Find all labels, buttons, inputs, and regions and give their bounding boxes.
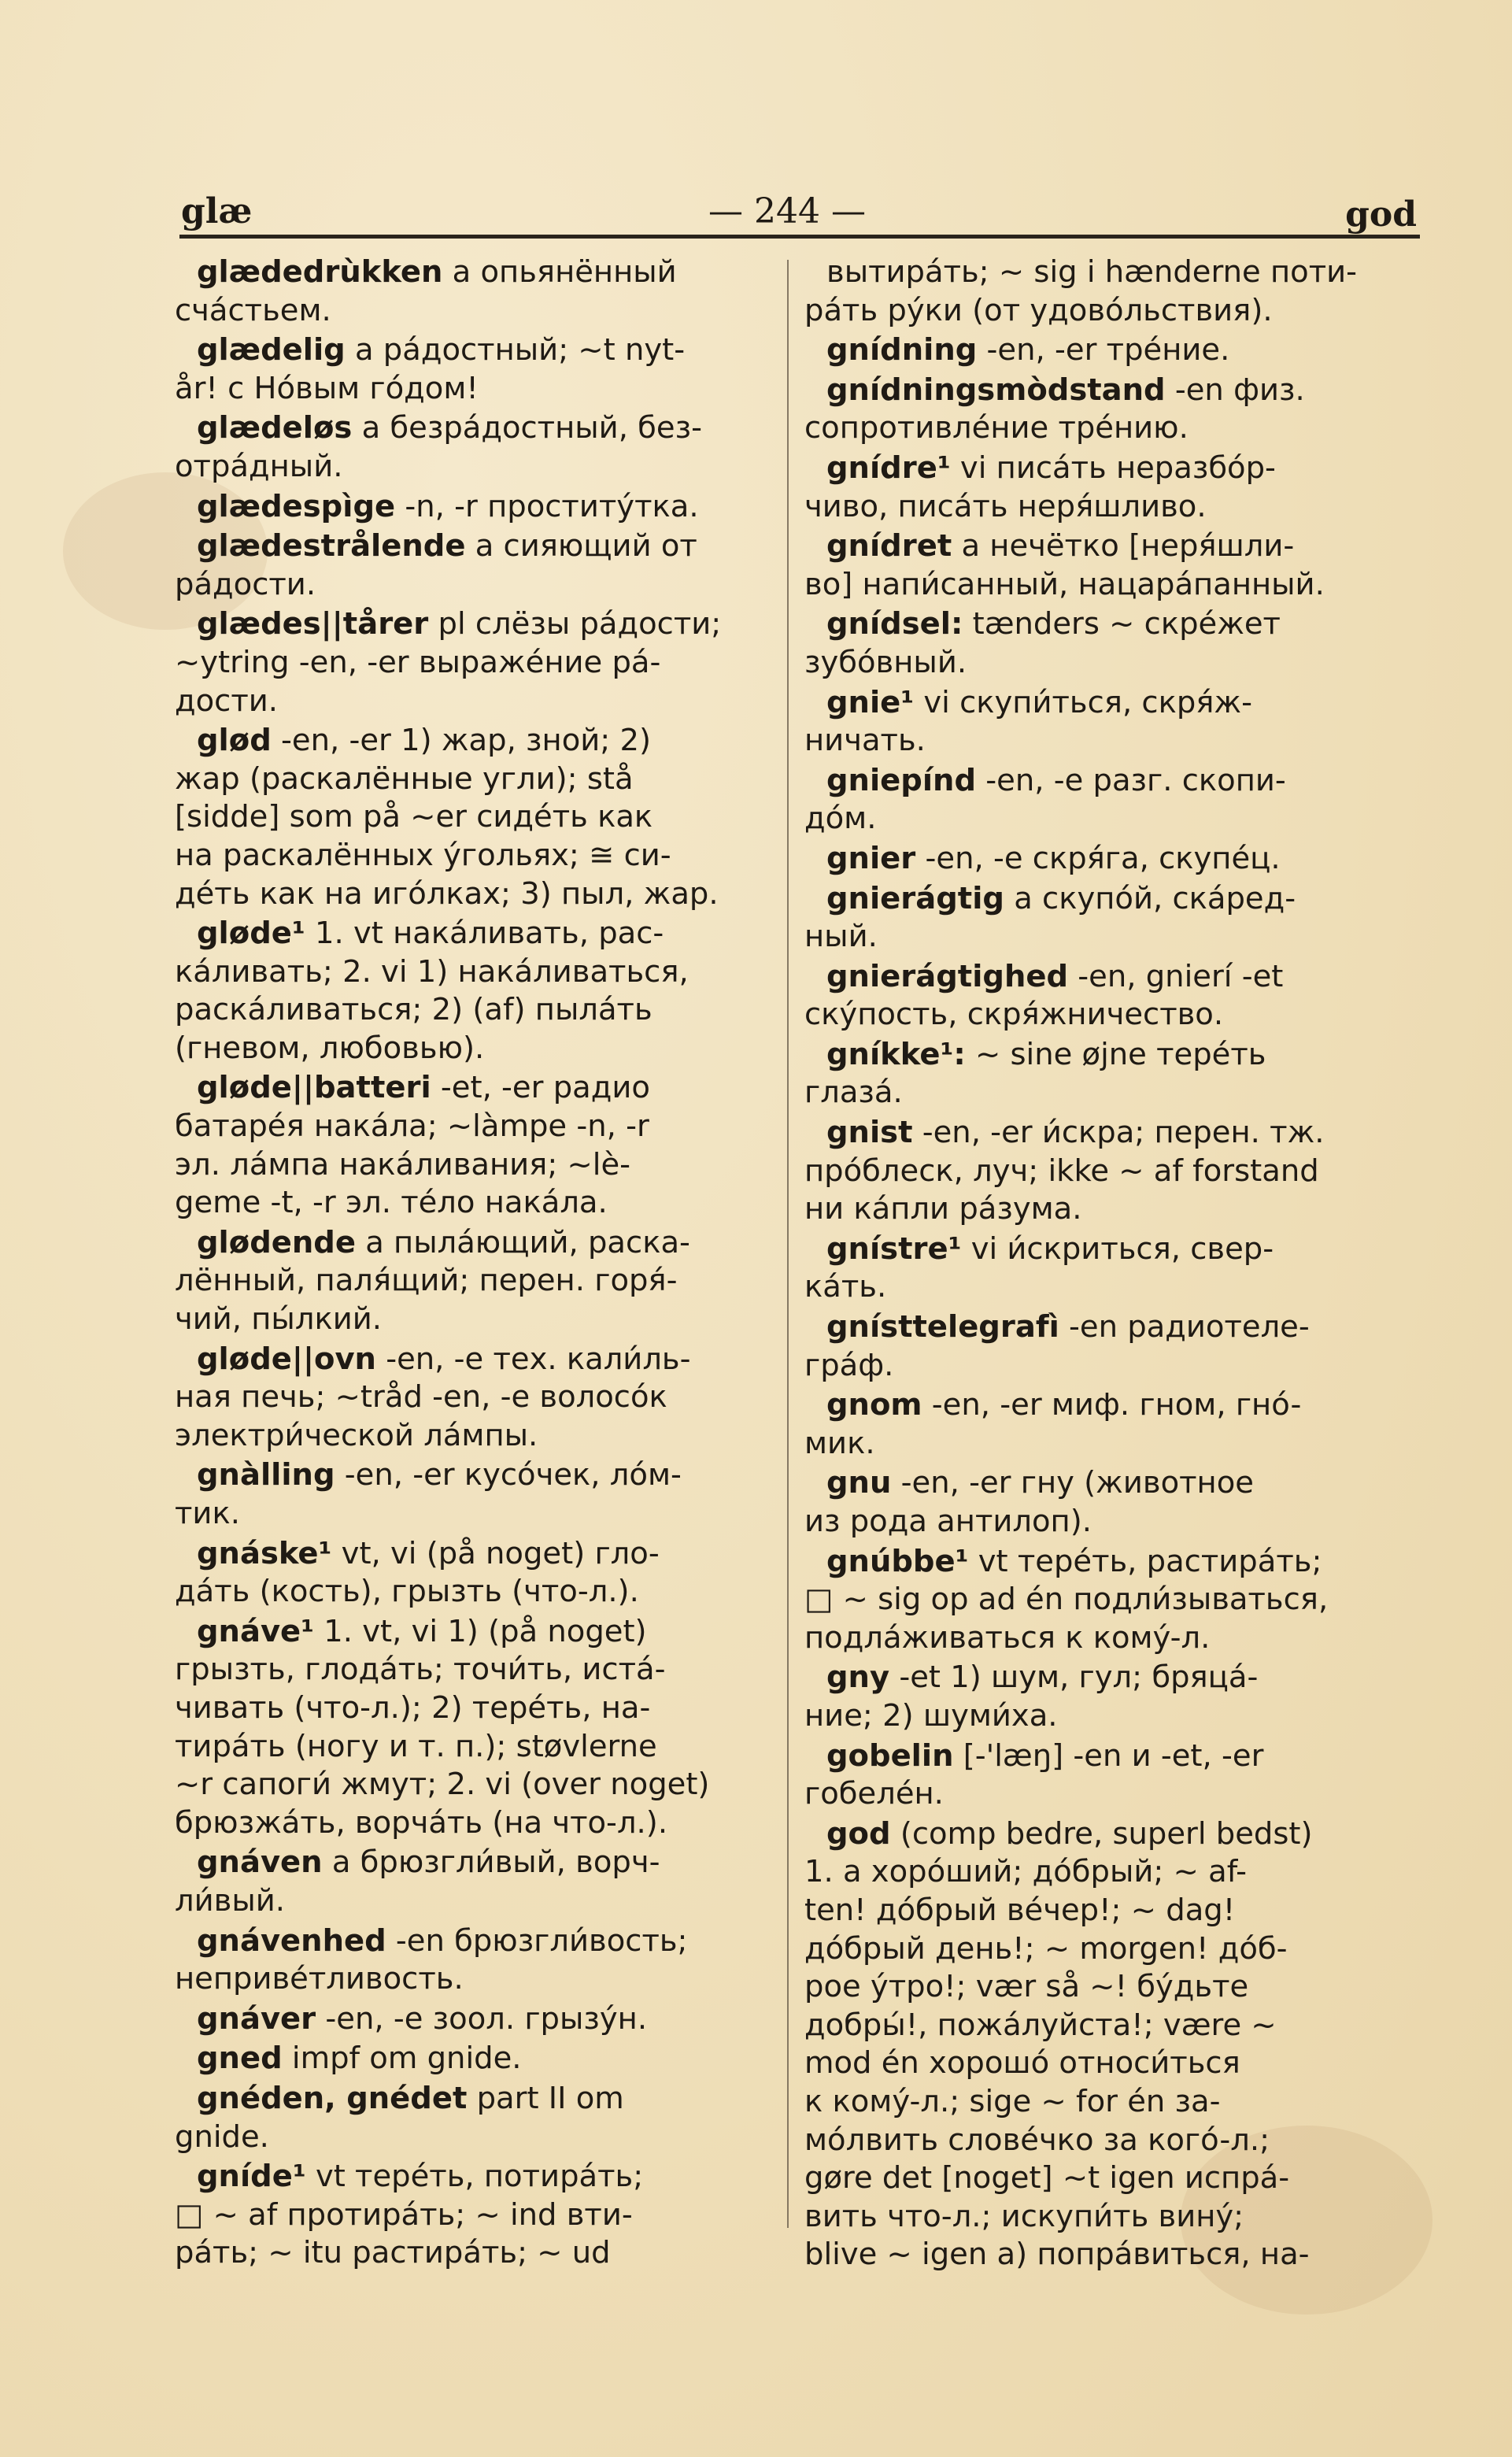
entry-headword: glædespìge [197,488,396,524]
entry-definition: -en, -er кусóчек, лóм- тик. [175,1457,682,1531]
entry-headword: gnéden, gnédet [197,2080,468,2116]
dictionary-entry [804,253,1418,330]
dictionary-entry [175,605,773,720]
dictionary-entry [804,372,1418,448]
dictionary-entry [175,253,773,330]
entry-definition: вытирáть; ~ sig i hænderne поти- рáть рýки (от удовóльствия). [804,254,1358,328]
entry-headword: gnáven [197,1845,323,1881]
entry-headword: gniepínd [826,762,976,798]
entry-headword: glød [197,723,272,759]
dictionary-entry [804,1815,1418,2274]
dictionary-entry [175,1341,773,1456]
entry-headword: gned [197,2041,283,2077]
dictionary-entry [175,722,773,913]
dictionary-entry [804,684,1418,760]
entry-headword: gnídret [826,528,952,564]
entry-definition: -et, -er радио батарéя накáла; ~làmpe -n, -r эл. лáмпа накáливания; ~lè- geme -t, -r эл. тéло накáла. [175,1070,650,1221]
entry-headword: gnist [826,1115,913,1151]
entry-headword: gny [826,1660,890,1696]
dictionary-entry [804,527,1418,604]
entry-definition: a пылáющий, раска- лённый, паля́щий; перен. горя́- чий, пы́лкий. [175,1224,690,1338]
entry-definition: -en брюзгли́вость; неприве́тливость. [175,1922,688,1997]
dictionary-entry [804,1308,1418,1385]
entry-headword: gobelin [826,1737,954,1774]
dictionary-entry [175,915,773,1068]
entry-definition: ~ sine øjne терéть глазá. [804,1036,1266,1111]
entry-headword: gløde||ovn [197,1341,376,1377]
header-last-word: god [1345,194,1417,235]
entry-headword: gnídsel: [826,606,963,642]
left-column [175,253,773,2274]
dictionary-entry [804,1659,1418,1735]
column-divider [787,260,789,2228]
dictionary-entry [804,1386,1418,1463]
dictionary-entry [804,762,1418,838]
entry-headword: gnúbbe¹ [826,1543,969,1579]
entry-headword: gnierágtig [826,880,1004,916]
dictionary-entry [175,1224,773,1339]
dictionary-entry [804,1464,1418,1541]
entry-definition: 1. vt накáливать, рас- кáливать; 2. vi 1) накáливаться, раскáливаться; 2) (af) пылáть (гневом, любовью). [175,916,689,1066]
entry-headword: gnu [826,1465,892,1501]
dictionary-entry [175,2040,773,2078]
dictionary-entry [804,1230,1418,1307]
entry-definition: vt терéть, потирáть; □ ~ af протирáть; ~ ind вти- рáть; ~ itu растирáть; ~ ud [175,2159,644,2271]
dictionary-entry [804,1114,1418,1229]
entry-headword: gnáver [197,2000,316,2037]
entry-definition: vi писáть неразбóр- чиво, писáть неря́шливо. [804,450,1276,524]
entry-definition: a нечётко [неря́шли- во] напи́санный, нацарáпанный. [804,528,1325,602]
dictionary-entry [175,2158,773,2273]
entry-headword: gnídningsmòdstand [826,372,1166,408]
page-header [181,183,1417,238]
entry-definition: vt, vi (på noget) гло- дáть (кость), грызть (что-л.). [175,1535,660,1610]
entry-headword: gnístre¹ [826,1230,962,1267]
entry-headword: gníkke¹: [826,1036,966,1072]
dictionary-entry [175,488,773,527]
dictionary-entry [804,958,1418,1034]
entry-headword: glædeløs [197,410,353,446]
entry-headword: gnierágtighed [826,958,1069,994]
header-rule [179,235,1420,239]
entry-headword: gløde¹ [197,916,305,952]
dictionary-entry [175,1844,773,1920]
entry-headword: gnáve¹ [197,1613,315,1649]
dictionary-entry [175,1922,773,1999]
dictionary-entry [804,1737,1418,1814]
dictionary-entry [804,1543,1418,1658]
entry-headword: gnísttelegrafì [826,1309,1059,1345]
entry-definition: [-'læŋ] -en и -et, -er гобелéн. [804,1737,1264,1812]
entry-headword: glædelig [197,332,346,368]
entry-definition: tænders ~ скрéжет зубóвный. [804,606,1281,680]
entry-definition: a скупóй, скáред- ный. [804,880,1296,955]
entry-headword: god [826,1815,891,1852]
entry-headword: glædedrùkken [197,254,443,290]
dictionary-entry [175,1613,773,1843]
entry-headword: glædes||tårer [197,606,429,642]
right-column [804,253,1418,2276]
entry-definition: a безрáдостный, без- отрáдный. [175,410,702,484]
entry-definition: 1. vt, vi 1) (på noget) грызть, глодáть; точи́ть, истá- чивать (что-л.); 2) терéть, на- тирáть (ногу и т. п.); støvlerne ~r сапоги́ жмут; 2. vi (over noget) брюзжáть, ворчáть (на что-л.). [175,1613,710,1841]
entry-headword: gníde¹ [197,2159,306,2195]
entry-headword: gnávenhed [197,1922,386,1959]
dictionary-entry [175,2000,773,2039]
entry-definition: -en, -er миф. гном, гнó- мик. [804,1387,1302,1461]
entry-definition: -en, -e тех. кали́ль- ная печь; ~tråd -en, -e волосóк электри́ческой лáмпы. [175,1341,691,1453]
dictionary-entry [175,331,773,408]
entry-definition: -en, -er гну (животное из рода антилоп). [804,1465,1254,1539]
entry-definition: -en, -e разг. скопи- дóм. [804,762,1286,837]
page-number: — 244 — [708,191,866,231]
header-first-word: glæ [181,191,253,231]
entry-definition: -et 1) шум, гул; бряцá- ние; 2) шуми́ха. [804,1660,1259,1734]
entry-headword: glædestrålende [197,528,466,564]
dictionary-entry [804,450,1418,526]
entry-definition: part II om gnide. [175,2080,624,2155]
dictionary-entry [804,880,1418,957]
entry-definition: -en, -er 1) жар, зной; 2) жар (раскалённые угли); stå [sidde] som på ~er сидéть как на раскалённых ýгольях; ≅ си- дéть как на игóлках; 3) пыл, жар. [175,723,719,912]
dictionary-entry [175,527,773,604]
entry-definition: -en физ. сопротивлéние трéнию. [804,372,1305,446]
entry-headword: gnom [826,1387,922,1423]
dictionary-entry [804,840,1418,879]
entry-headword: gnídre¹ [826,450,951,486]
entry-definition: a опьянённый счáстьем. [175,254,677,328]
entry-definition: (comp bedre, superl bedst) 1. a хорóший; дóбрый; ~ af- ten! дóбрый вéчер!; ~ dag! дóбрый день!; ~ morgen! дóб- рое ýтро!; vær så ~! бýдьте добры́!, пожáлуйста!; være ~ mod én хорошó относи́ться к комý-л.; sige ~ for én за- мóлвить словéчко за когó-л.; gøre det [noget] ~t igen испрá- вить что-л.; искупи́ть винý; blive ~ igen a) попрáвиться, на- [804,1815,1313,2273]
entry-definition: -en, -e скря́га, скупéц. [915,840,1281,876]
entry-definition: a рáдостный; ~t nyt- år! с Нóвым гóдом! [175,332,686,406]
entry-headword: glødende [197,1224,356,1260]
dictionary-entry [175,1535,773,1611]
entry-definition: vi скупи́ться, скря́ж- ничать. [804,684,1253,759]
entry-definition: -en, gnierí -et скýпость, скря́жничество. [804,958,1284,1033]
entry-definition: a сияющий от рáдости. [175,528,697,602]
entry-definition: vt терéть, растирáть; □ ~ sig op ad én подли́зываться, подлáживаться к комý-л. [804,1543,1329,1656]
entry-headword: gløde||batteri [197,1070,431,1106]
entry-definition: -en, -er трéние. [977,332,1230,368]
entry-definition: a брюзгли́вый, ворч- ли́вый. [175,1845,660,1919]
entry-definition: vi и́скриться, свер- кáть. [804,1230,1274,1305]
dictionary-entry [175,1069,773,1222]
entry-definition: impf om gnide. [282,2041,522,2077]
entry-definition: -en, -e зоол. грызýн. [316,2000,648,2037]
entry-definition: pl слёзы рáдости; ~ytring -en, -er выражéние рá- дости. [175,606,722,719]
entry-definition: -n, -r проститýтка. [395,488,699,524]
dictionary-entry [804,1036,1418,1112]
entry-definition: -en радиотеле- грáф. [804,1309,1310,1383]
dictionary-entry [175,409,773,486]
dictionary-entry [804,605,1418,682]
entry-definition: -en, -er и́скра; перен. тж. прóблеск, луч; ikke ~ af forstand ни кáпли рáзума. [804,1115,1325,1227]
dictionary-entry [175,2080,773,2156]
dictionary-entry [804,331,1418,370]
entry-headword: gnáske¹ [197,1535,332,1571]
dictionary-entry [175,1456,773,1533]
entry-headword: gnier [826,840,916,876]
entry-headword: gnídning [826,332,978,368]
entry-headword: gnàlling [197,1457,335,1493]
entry-headword: gnie¹ [826,684,915,720]
